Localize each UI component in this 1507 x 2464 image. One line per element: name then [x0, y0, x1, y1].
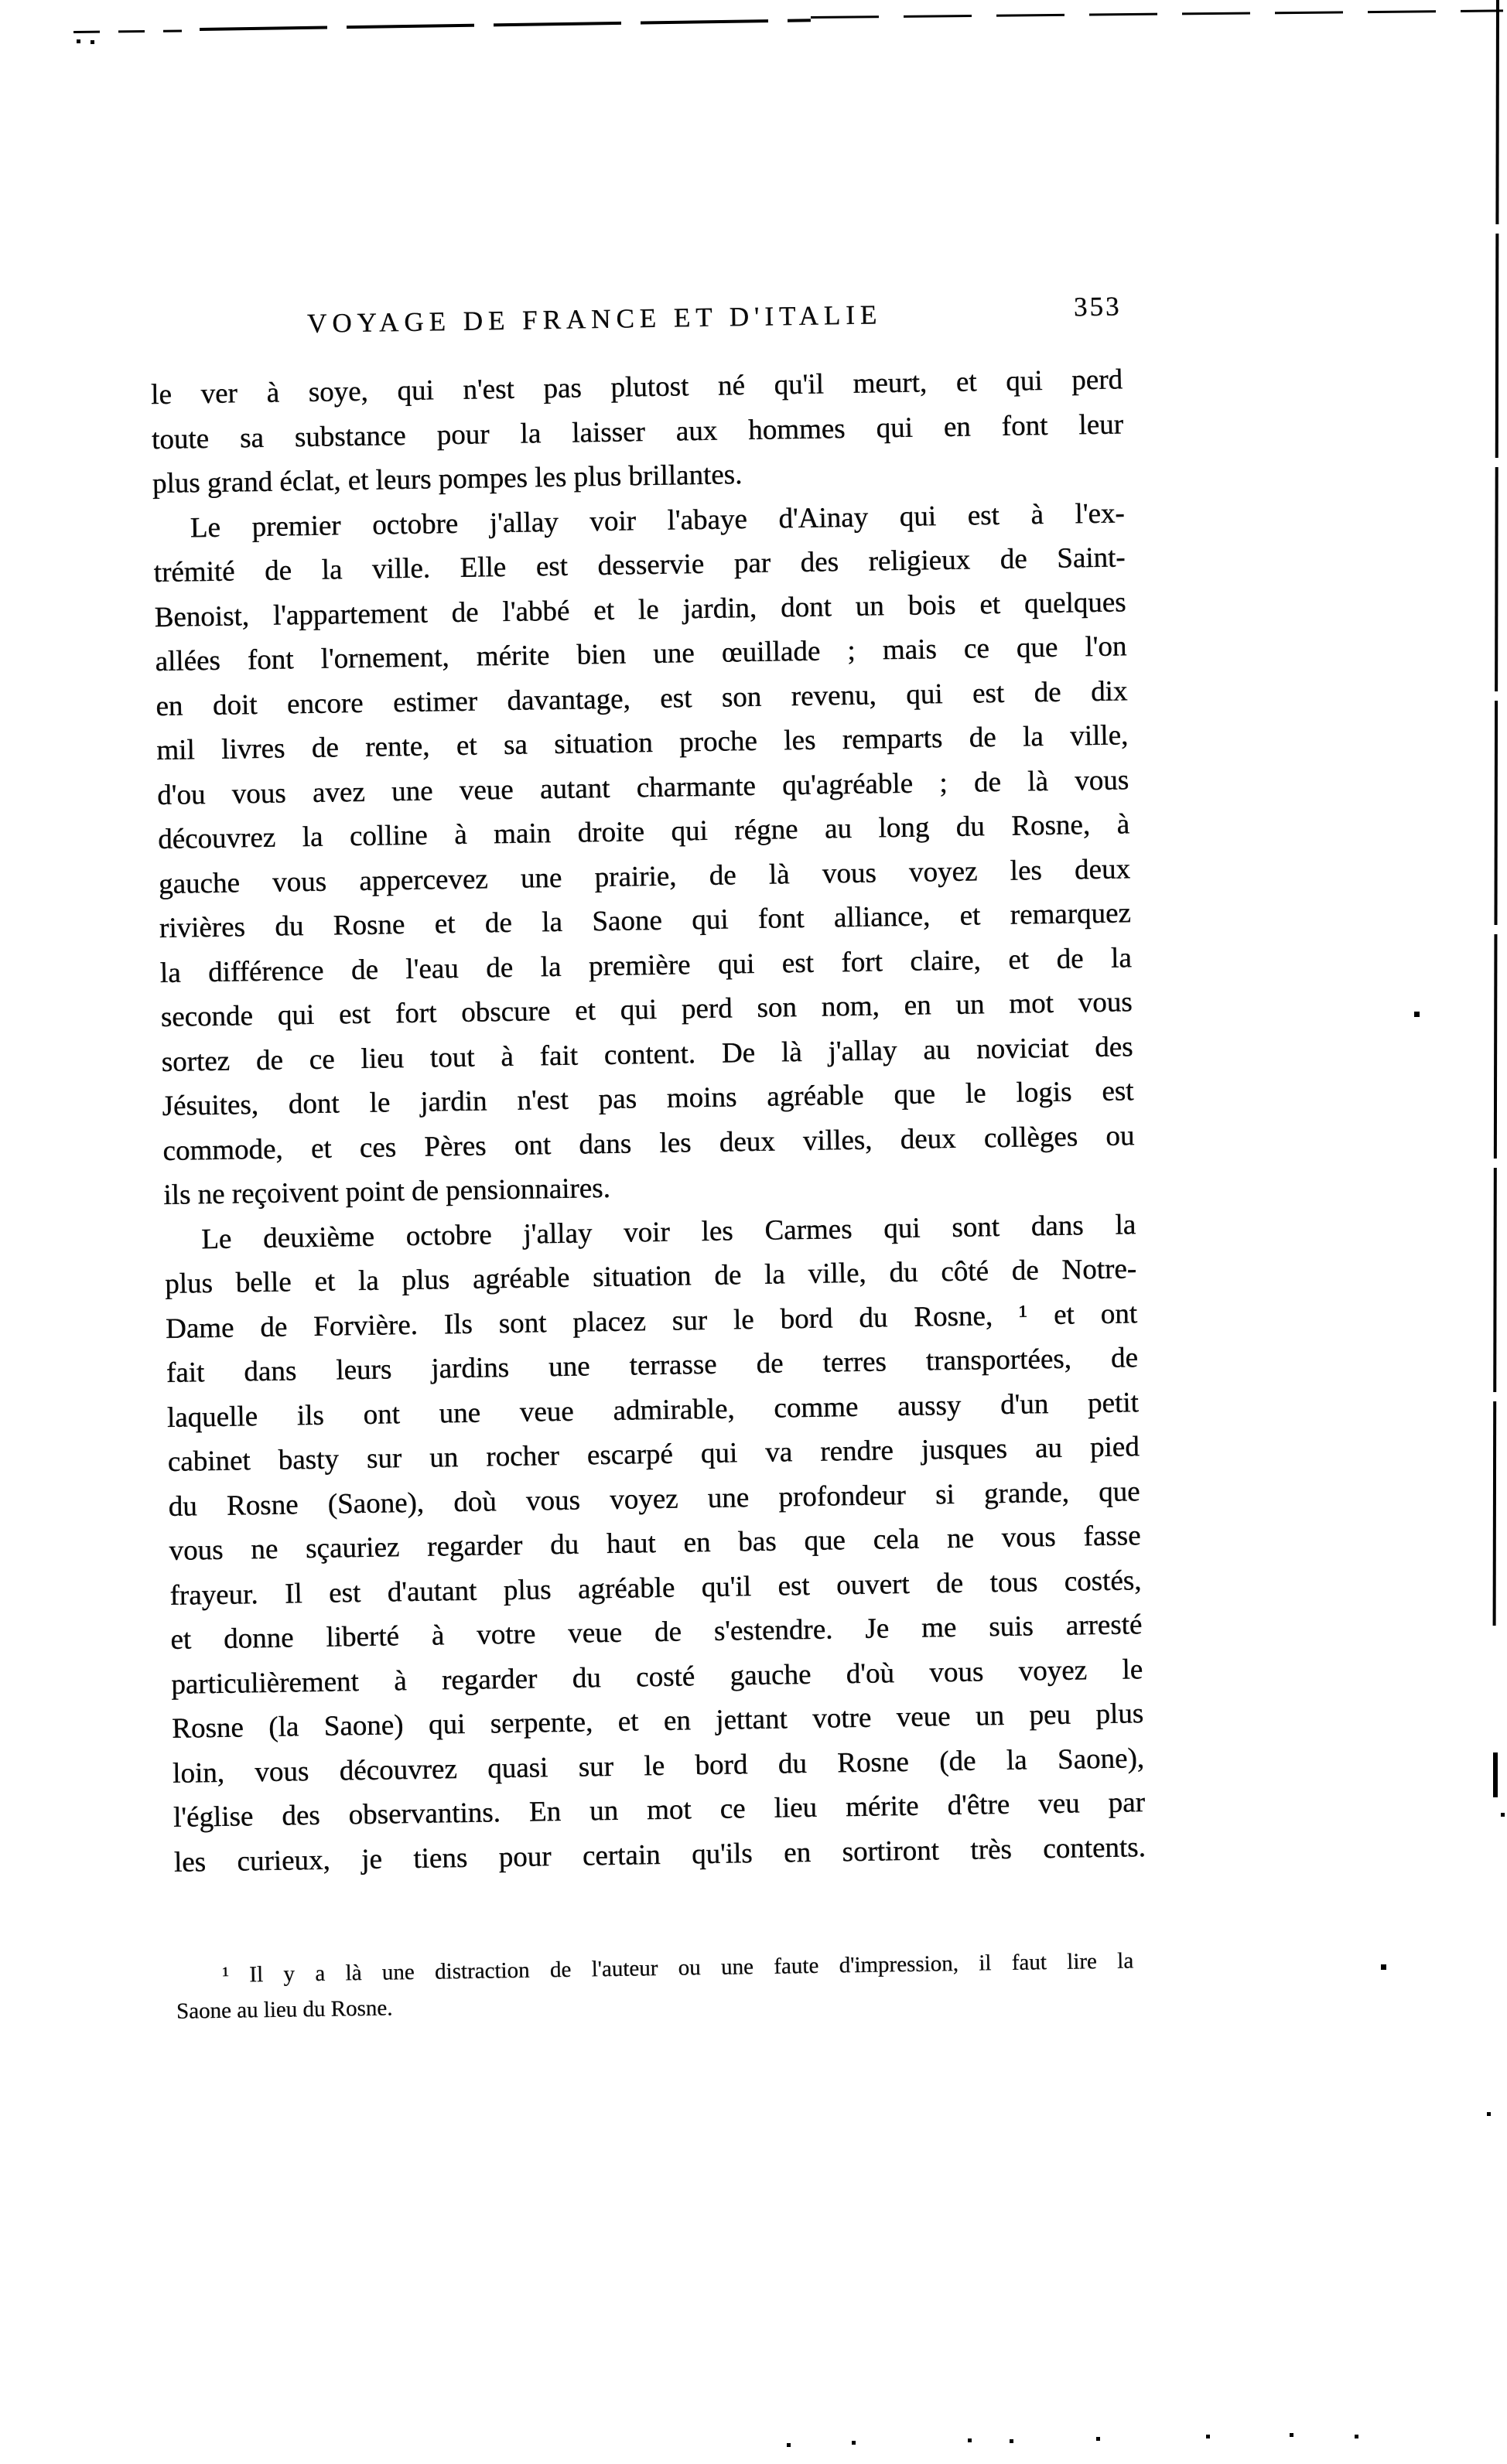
body-line: découvrez la colline à main droite qui régne au long du Rosne, à [157, 808, 1130, 856]
body-text [151, 357, 1146, 1884]
body-line: du Rosne (Saone), doù vous voyez une profondeur si grande, que [168, 1475, 1140, 1523]
body-line: Benoist, l'appartement de l'abbé et le jardin, dont un bois et quelques [154, 585, 1126, 633]
body-line: commode, et ces Pères ont dans les deux villes, deux collèges ou [162, 1119, 1135, 1167]
body-line: Le deuxième octobre j'allay voir les Carmes qui sont dans la [201, 1208, 1136, 1255]
page-number: 353 [1073, 291, 1122, 323]
body-line: d'ou vous avez une veue autant charmante qu'agréable ; de là vous [157, 763, 1129, 811]
body-line: la différence de l'eau de la première qui est fort claire, et de la [159, 941, 1133, 989]
body-line: loin, vous découvrez quasi sur le bord du Rosne (de la Saone), [172, 1742, 1145, 1790]
body-line: seconde qui est fort obscure et qui perd son nom, en un mot vous [160, 986, 1133, 1034]
body-line: Rosne (la Saone) qui serpente, et en jettant votre veue un peu plus [172, 1698, 1144, 1745]
body-line: vous ne sçauriez regarder du haut en bas que cela ne vous fasse [169, 1520, 1141, 1567]
body-line: Jésuites, dont le jardin n'est pas moins agréable que le logis est [162, 1075, 1134, 1122]
footnote [176, 1943, 1134, 2029]
footnote-line: ¹ Il y a là une distraction de l'auteur ou une faute d'impression, il faut lire la [222, 1948, 1134, 1988]
body-line: rivières du Rosne et de la Saone qui font alliance, et remarquez [159, 897, 1132, 945]
body-line: et donne liberté à votre veue de s'estendre. Je me suis arresté [170, 1609, 1143, 1656]
body-line: l'église des observantins. En un mot ce lieu mérite d'être veu par [173, 1787, 1146, 1834]
body-line: mil livres de rente, et sa situation proche les remparts de la ville, [156, 719, 1129, 767]
body-line: plus grand éclat, et leurs pompes les plus brillantes. [152, 459, 743, 500]
body-line: Le premier octobre j'allay voir l'abaye d'Ainay qui est à l'ex- [190, 497, 1126, 544]
body-line: laquelle ils ont une veue admirable, comme aussy d'un petit [166, 1386, 1140, 1434]
body-line: le ver à soye, qui n'est pas plutost né qu'il meurt, et qui perd [150, 363, 1123, 411]
body-line: fait dans leurs jardins une terrasse de terres transportées, de [166, 1342, 1139, 1389]
body-line: ils ne reçoivent point de pensionnaires. [163, 1172, 611, 1211]
body-line: sortez de ce lieu tout à fait content. De là j'allay au noviciat des [161, 1030, 1133, 1078]
running-header-title: VOYAGE DE FRANCE ET D'ITALIE [306, 299, 883, 339]
body-line: allées font l'ornement, mérite bien une œuillade ; mais ce que l'on [155, 630, 1127, 678]
footnote-line: Saone au lieu du Rosne. [176, 1995, 393, 2024]
body-line: particulièrement à regarder du costé gauche d'où vous voyez le [171, 1653, 1143, 1701]
body-line: les curieux, je tiens pour certain qu'ils en sortiront très contents. [173, 1831, 1146, 1879]
body-line: toute sa substance pour la laisser aux hommes qui en font leur [151, 408, 1124, 456]
body-line: cabinet basty sur un rocher escarpé qui va rendre jusques au pied [167, 1431, 1140, 1478]
body-line: en doit encore estimer davantage, est son revenu, qui est de dix [155, 674, 1128, 722]
body-line: plus belle et la plus agréable situation de la ville, du côté de Notre- [164, 1253, 1137, 1300]
body-line: gauche vous appercevez une prairie, de là vous voyez les deux [158, 852, 1131, 900]
body-line: Dame de Forvière. Ils sont placez sur le bord du Rosne, ¹ et ont [165, 1297, 1138, 1345]
body-line: trémité de la ville. Elle est desservie par des religieux de Saint- [153, 541, 1126, 589]
body-line: frayeur. Il est d'autant plus agréable qu'il est ouvert de tous costés, [169, 1564, 1142, 1612]
